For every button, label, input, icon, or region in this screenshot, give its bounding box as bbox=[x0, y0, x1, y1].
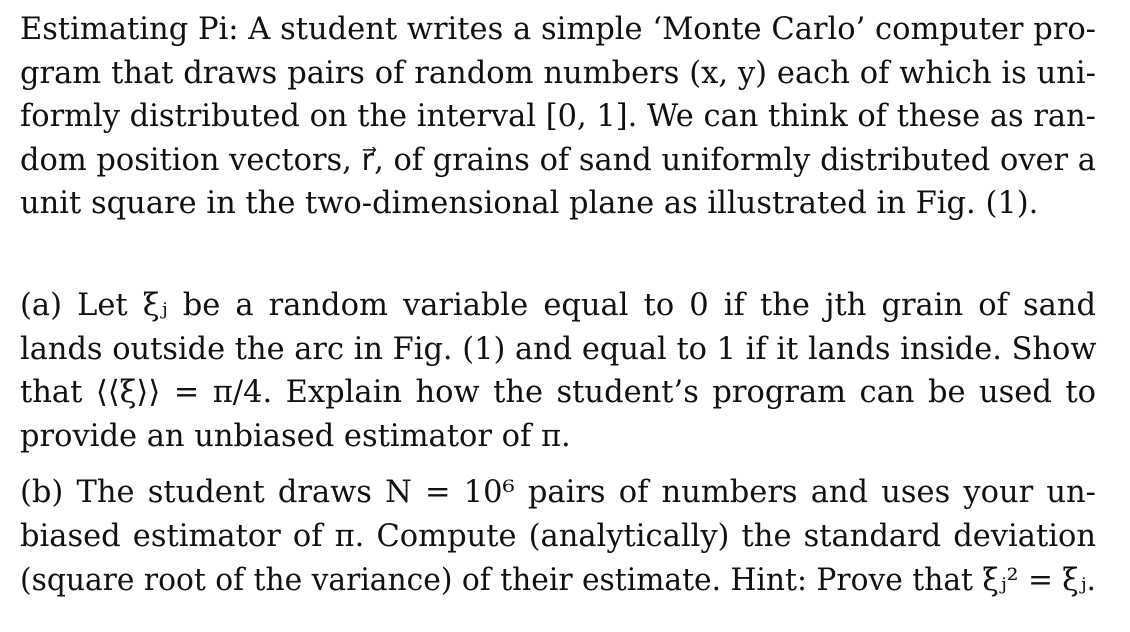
intro-paragraph bbox=[20, 8, 1096, 226]
intro-line-3: formly distributed on the interval [0, 1]. We can think of these as ran- bbox=[20, 99, 1096, 135]
part-b-line-3: (square root of the variance) of their estimate. Hint: Prove that ξⱼ² = ξⱼ. bbox=[20, 562, 1096, 598]
intro-line-2: gram that draws pairs of random numbers (x, y) each of which is uni- bbox=[20, 55, 1096, 91]
part-b-line-2: biased estimator of π. Compute (analytically) the standard deviation bbox=[20, 518, 1096, 554]
part-a-line-2: lands outside the arc in Fig. (1) and equal to 1 if it lands inside. Show bbox=[20, 331, 1097, 367]
part-a-line-3: that ⟨⟨ξ⟩⟩ = π/4. Explain how the student’s program can be used to bbox=[20, 375, 1096, 411]
part-a-line-4: provide an unbiased estimator of π. bbox=[20, 418, 571, 454]
intro-line-5: unit square in the two-dimensional plane as illustrated in Fig. (1). bbox=[20, 186, 1039, 222]
intro-line-1: Estimating Pi: A student writes a simple ‘Monte Carlo’ computer pro- bbox=[20, 12, 1096, 47]
part-b-paragraph bbox=[20, 471, 1096, 602]
part-b-line-1: (b) The student draws N = 10⁶ pairs of numbers and uses your un- bbox=[20, 475, 1096, 511]
intro-line-4: dom position vectors, r⃗, of grains of sand uniformly distributed over a bbox=[20, 142, 1096, 178]
problem-document bbox=[20, 8, 1096, 602]
part-a-line-1: (a) Let ξⱼ be a random variable equal to 0 if the jth grain of sand bbox=[20, 287, 1096, 323]
part-a-paragraph bbox=[20, 284, 1096, 458]
